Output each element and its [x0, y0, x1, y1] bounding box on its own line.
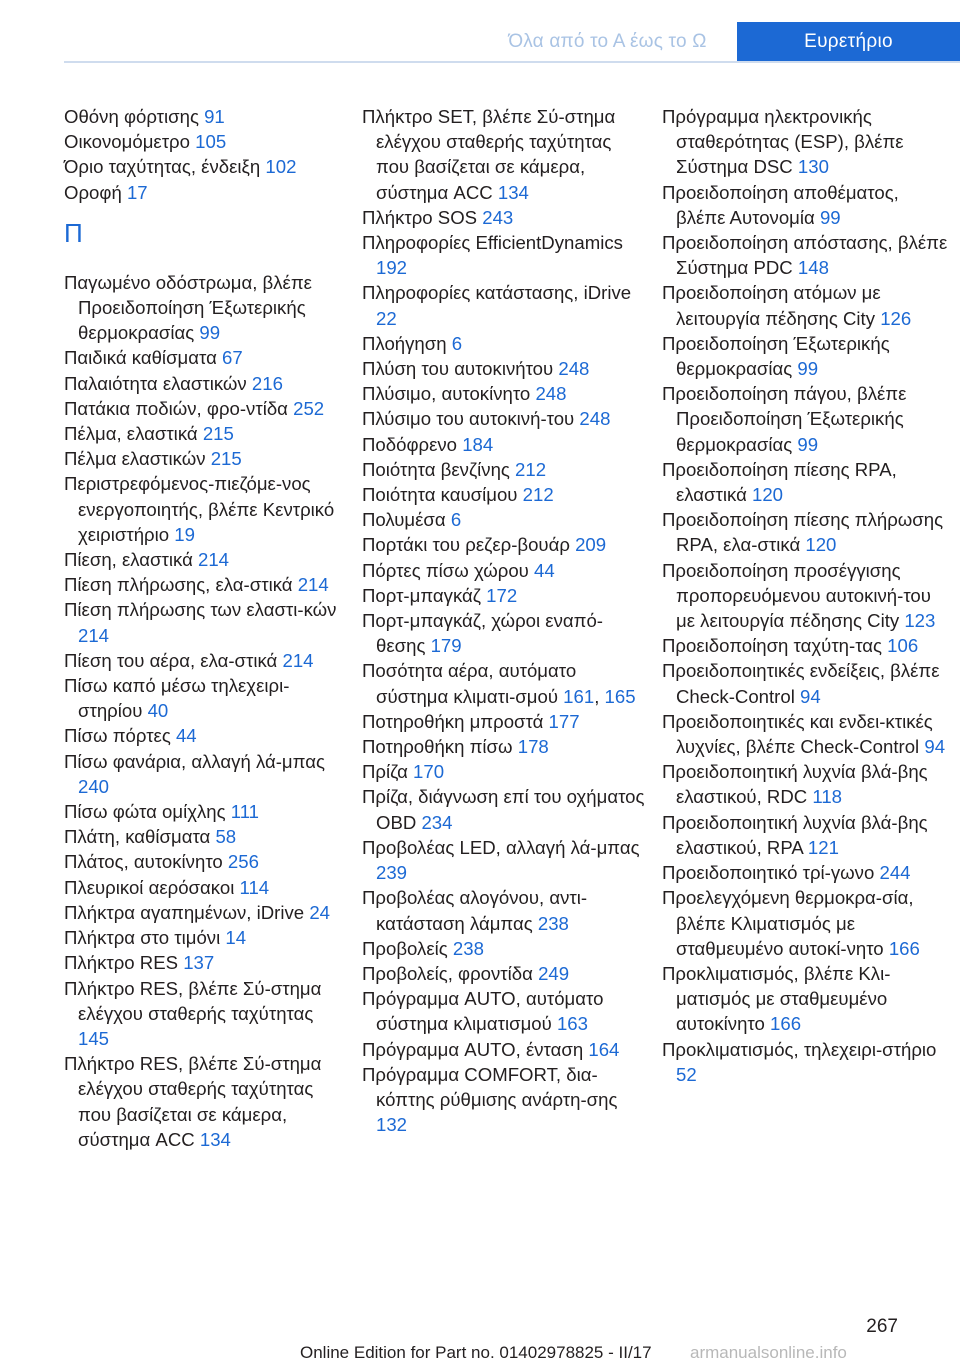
index-entry	[362, 381, 646, 406]
index-entry-text: Προβολέας LED, αλλαγή λά-μπας	[362, 836, 640, 858]
index-entry	[64, 597, 346, 647]
index-entry-text: Πίσω πόρτες	[64, 725, 171, 747]
page-link[interactable]: 94	[800, 685, 821, 707]
index-columns	[0, 104, 960, 1284]
page-link[interactable]: 14	[225, 927, 247, 949]
index-entry	[662, 885, 952, 961]
page-link[interactable]: 22	[376, 307, 397, 329]
index-entry	[362, 734, 646, 759]
page-link[interactable]: 238	[452, 937, 484, 959]
index-entry-text: Προειδοποίηση πίεσης πλήρωσης RPA, ελα-στικά	[662, 509, 944, 556]
index-entry-text: Πρόγραμμα ηλεκτρονικής σταθερότητας (ESP), βλέπε Σύστημα DSC	[662, 106, 904, 178]
section-header-bar	[0, 22, 960, 61]
index-entry-text: Προειδοποίηση ταχύτη-τας	[662, 635, 882, 657]
index-entry	[362, 1037, 646, 1062]
index-entry	[64, 925, 346, 950]
index-entry-text: Πλήκτρα αγαπημένων, iDrive	[64, 901, 305, 923]
page-link[interactable]: 105	[195, 131, 227, 153]
page-link[interactable]: 165	[604, 685, 636, 707]
index-entry	[662, 381, 952, 457]
index-entry-text: Παλαιότητα ελαστικών	[64, 372, 247, 394]
page-link[interactable]: 58	[215, 826, 237, 848]
index-entry-text: Προειδοποίηση αποθέματος, βλέπε Αυτονομία	[662, 181, 899, 228]
index-entry	[362, 406, 646, 431]
page-link[interactable]: 161	[563, 685, 595, 707]
header-rule	[64, 61, 960, 63]
page-link[interactable]: 19	[174, 523, 195, 545]
page-link[interactable]: 24	[309, 901, 330, 923]
page-link[interactable]: 243	[482, 206, 514, 228]
section-tab-a-to-z[interactable]: Όλα από το Α έως το Ω	[508, 30, 707, 52]
page-link[interactable]: 67	[222, 347, 243, 369]
page-link[interactable]: 130	[797, 156, 829, 178]
index-entry	[362, 280, 646, 330]
index-entry-text: Προειδοποίηση πάγου, βλέπε Προειδοποίηση Έξωτερικής θερμοκρασίας	[662, 383, 907, 455]
index-entry-text: Προειδοποιητική λυχνία βλά-βης ελαστικού, RPA	[662, 811, 928, 858]
page-link[interactable]: 212	[522, 484, 554, 506]
index-entry	[662, 457, 952, 507]
index-entry	[362, 331, 646, 356]
page-link[interactable]: 102	[265, 156, 297, 178]
index-entry-text: Πίσω φώτα ομίχλης	[64, 801, 226, 823]
index-entry-text: Προελεγχόμενη θερμοκρα-σία, βλέπε Κλιματισμός με σταθμευμένο αυτοκί-νητο	[662, 887, 914, 959]
page-number: 267	[866, 1316, 898, 1337]
index-entry-text: Πορτάκι του ρεζερ-βουάρ	[362, 534, 570, 556]
index-entry	[662, 558, 952, 634]
index-entry	[64, 799, 346, 824]
index-entry-text: Πλύσιμο, αυτοκίνητο	[362, 383, 531, 405]
index-entry-text: Προειδοποιητικό τρί-γωνο	[662, 862, 875, 884]
index-entry-text: Προβολείς	[362, 937, 448, 959]
index-entry	[64, 270, 346, 346]
index-entry: Ποσότητα αέρα, αυτόματο σύστημα κλιματι-σμού 161, 165	[362, 660, 636, 707]
page-link[interactable]: 192	[376, 257, 408, 279]
index-entry	[362, 885, 646, 935]
index-entry	[64, 673, 346, 723]
page-link[interactable]: 44	[175, 725, 197, 747]
page-link[interactable]: 99	[199, 322, 221, 344]
index-entry-text: Πλευρικοί αερόσακοι	[64, 876, 235, 898]
index-entry-text: Ποιότητα βενζίνης	[362, 458, 510, 480]
index-entry	[662, 104, 952, 180]
page-link[interactable]: 178	[517, 736, 549, 758]
index-entry-text: Προειδοποιητικές και ενδει-κτικές λυχνίες, βλέπε Check-Control	[662, 710, 933, 758]
index-entry-text: Πλοήγηση	[362, 332, 447, 354]
index-entry-text: Πέλμα ελαστικών	[64, 448, 206, 470]
index-entry-text: Πλύση του αυτοκινήτου	[362, 358, 554, 380]
page-link[interactable]: 134	[199, 1128, 231, 1150]
page-link[interactable]: 111	[230, 801, 260, 823]
page-link[interactable]: 106	[887, 635, 919, 657]
page-link[interactable]: 99	[819, 206, 841, 228]
index-entry	[362, 961, 646, 986]
index-entry-text: Πίεση πλήρωσης, ελα-στικά	[64, 574, 293, 596]
index-entry	[662, 860, 952, 885]
index-entry	[64, 371, 346, 396]
index-entry	[662, 709, 952, 759]
page-link[interactable]: 99	[797, 433, 819, 455]
index-entry	[64, 396, 346, 421]
page-link[interactable]: 99	[797, 358, 819, 380]
index-entry-text: Όριο ταχύτητας, ένδειξη	[64, 156, 261, 178]
index-entry-text: Πλήκτρο SET, βλέπε Σύ-στημα ελέγχου σταθερής ταχύτητας που βασίζεται σε κάμερα, σύστημα ACC	[362, 106, 616, 203]
index-column-1	[64, 104, 346, 1152]
page-link[interactable]: 215	[210, 448, 242, 470]
index-entry-text: Προβολείς, φροντίδα	[362, 962, 533, 984]
index-entry-text: Προειδοποίηση ατόμων με λειτουργία πέδησης City	[662, 282, 881, 329]
index-entry-text: Οθόνη φόρτισης	[64, 106, 199, 127]
index-entry	[662, 759, 952, 809]
index-entry-text: Πλήκτρο SOS	[362, 206, 478, 228]
page-link[interactable]: 248	[579, 408, 611, 430]
index-entry	[362, 608, 646, 658]
index-entry-text: Πλήκτρο RES	[64, 952, 179, 974]
index-entry	[64, 648, 346, 673]
index-entry	[362, 457, 646, 482]
index-entry-text: Πρίζα, διάγνωση επί του οχήματος OBD	[362, 786, 645, 833]
index-entry-text: Προκλιματισμός, τηλεχειρι-στήριο	[662, 1038, 937, 1060]
index-entry-text: Πορτ-μπαγκάζ, χώροι εναπό-θεσης	[362, 610, 603, 657]
index-entry	[64, 900, 346, 925]
index-entry	[64, 572, 346, 597]
index-entry-text: Πλάτος, αυτοκίνητο	[64, 851, 223, 873]
index-entry	[64, 824, 346, 849]
page-link[interactable]: 94	[924, 736, 946, 758]
page-link[interactable]: 184	[462, 433, 494, 455]
page-link[interactable]: 132	[376, 1114, 408, 1136]
index-entry-text: Οροφή	[64, 181, 122, 203]
index-entry-text: Πρόγραμμα COMFORT, δια-κόπτης ρύθμισης ανάρτη-σης	[362, 1063, 618, 1110]
page-link[interactable]: 148	[797, 257, 829, 279]
index-entry	[362, 356, 646, 381]
page-link[interactable]: 120	[752, 484, 784, 506]
index-entry-text: Ποδόφρενο	[362, 433, 458, 455]
index-entry	[362, 558, 646, 583]
index-entry-text: Προειδοποιητική λυχνία βλά-βης ελαστικού, RDC	[662, 761, 928, 808]
index-entry-text: Πολυμέσα	[362, 509, 446, 531]
index-entry-text: Πλήκτρο RES, βλέπε Σύ-στημα ελέγχου σταθερής ταχύτητας	[64, 977, 322, 1024]
index-entry	[64, 875, 346, 900]
page-link[interactable]: 256	[227, 851, 259, 873]
index-entry	[362, 432, 646, 457]
page-link[interactable]: 121	[807, 836, 839, 858]
index-entry-text: Ποιότητα καυσίμου	[362, 484, 518, 506]
index-entry	[64, 421, 346, 446]
page-link[interactable]: 216	[251, 372, 283, 394]
index-entry-text: Προβολέας αλογόνου, αντι-κατάσταση λάμπας	[362, 887, 588, 934]
index-entry	[362, 759, 646, 784]
index-entry-text: Πληροφορίες κατάστασης, iDrive	[362, 282, 632, 304]
index-entry-text: Πατάκια ποδιών, φρο-ντίδα	[64, 397, 288, 419]
index-entry	[362, 583, 646, 608]
page-link[interactable]: 209	[575, 534, 607, 556]
index-entry	[662, 961, 952, 1037]
page-link[interactable]: 118	[812, 786, 843, 808]
page-link[interactable]: 234	[421, 811, 453, 833]
page-link[interactable]: 172	[486, 584, 518, 606]
page-link[interactable]: 239	[376, 862, 408, 884]
index-entry-text: Πίεση του αέρα, ελα-στικά	[64, 649, 278, 671]
page-link[interactable]: 179	[430, 635, 462, 657]
index-entry-text: Πλύσιμο του αυτοκινή-του	[362, 408, 575, 430]
index-entry-text: Προκλιματισμός, βλέπε Κλι-ματισμός με σταθμευμένο αυτοκίνητο	[662, 962, 891, 1035]
index-entry-text: Προειδοποίηση Έξωτερικής θερμοκρασίας	[662, 332, 890, 380]
page-link[interactable]: 52	[676, 1063, 697, 1085]
index-entry	[662, 507, 952, 557]
page-link[interactable]: 164	[588, 1038, 620, 1060]
index-entry-text: Πορτ-μπαγκάζ	[362, 584, 481, 606]
index-entry-text: Οικονομόμετρο	[64, 131, 190, 153]
index-entry-text: Ποτηροθήκη πίσω	[362, 736, 513, 758]
page-link[interactable]: 123	[904, 610, 936, 632]
page-link[interactable]: 212	[515, 458, 547, 480]
index-entry-text: Πρίζα	[362, 761, 408, 783]
index-entry-text: Πλήκτρα στο τιμόνι	[64, 927, 221, 949]
index-entry	[662, 633, 952, 658]
index-entry	[64, 950, 346, 975]
index-entry	[64, 129, 346, 154]
page-link[interactable]: 114	[239, 876, 270, 898]
index-entry	[362, 482, 646, 507]
index-entry	[64, 471, 346, 547]
page-link[interactable]: 40	[147, 700, 169, 722]
index-entry	[362, 1062, 646, 1138]
page-link[interactable]: 214	[297, 574, 329, 596]
index-entry-text: Πλήκτρο RES, βλέπε Σύ-στημα ελέγχου σταθερής ταχύτητας που βασίζεται σε κάμερα, σύστημα ACC	[64, 1053, 322, 1150]
index-entry	[362, 532, 646, 557]
index-entry	[64, 547, 346, 572]
page-link[interactable]: 214	[78, 624, 110, 646]
index-entry-text: Προειδοποιητικές ενδείξεις, βλέπε Check-Control	[662, 660, 940, 707]
index-entry	[64, 1051, 346, 1152]
index-entry	[662, 180, 952, 230]
index-entry-text: Πίεση πλήρωσης των ελαστι-κών	[64, 599, 337, 621]
page-link[interactable]: 166	[770, 1013, 802, 1035]
index-entry-text: Πόρτες πίσω χώρου	[362, 559, 529, 581]
index-entry	[64, 723, 346, 748]
page-link[interactable]: 91	[204, 106, 225, 127]
page-footer	[0, 1343, 960, 1362]
index-entry	[662, 1037, 952, 1087]
page-link[interactable]: 214	[282, 649, 314, 671]
index-entry	[362, 986, 646, 1036]
index-entry-text: Ποσότητα αέρα, αυτόματο σύστημα κλιματι-σμού	[362, 660, 577, 707]
page-link[interactable]: 215	[202, 423, 234, 445]
index-entry-text: Πρόγραμμα AUTO, ένταση	[362, 1038, 584, 1060]
page-link[interactable]: 134	[497, 181, 529, 203]
page-link[interactable]: 240	[78, 775, 110, 797]
page-link[interactable]: 252	[293, 397, 325, 419]
index-column-2	[362, 104, 646, 1137]
page-link[interactable]: 248	[558, 358, 590, 380]
page-link[interactable]: 177	[548, 710, 580, 732]
index-entry	[64, 180, 346, 205]
page-link[interactable]: 170	[413, 761, 445, 783]
page-link[interactable]: 238	[537, 912, 569, 934]
index-entry	[362, 205, 646, 230]
index-entry	[362, 230, 646, 280]
watermark-text: armanualsonline.info	[690, 1343, 847, 1362]
index-entry-text: Παιδικά καθίσματα	[64, 347, 217, 369]
index-entry	[64, 345, 346, 370]
page-link[interactable]: 249	[538, 962, 570, 984]
page-link[interactable]: 120	[805, 534, 837, 556]
index-entry-text: Πρόγραμμα AUTO, αυτόματο σύστημα κλιματισμού	[362, 988, 604, 1035]
index-entry	[662, 810, 952, 860]
index-entry	[64, 849, 346, 874]
page-link[interactable]: 44	[534, 559, 555, 581]
edition-text: Online Edition for Part no. 01402978825 - II/17	[300, 1343, 652, 1362]
index-entry	[64, 104, 346, 129]
index-entry-text: Περιστρεφόμενος-πιεζόμε-νος ενεργοποιητής, βλέπε Κεντρικό χειριστήριο	[64, 473, 335, 545]
index-entry	[662, 658, 952, 708]
index-entry-text: Πέλμα, ελαστικά	[64, 423, 198, 445]
index-entry	[64, 976, 346, 1052]
page-link[interactable]: 244	[879, 862, 911, 884]
index-letter-heading: Π	[64, 217, 83, 248]
index-entry	[64, 154, 346, 179]
page-link[interactable]: 17	[126, 181, 148, 203]
index-entry-text: Πλάτη, καθίσματα	[64, 826, 211, 848]
index-entry-text: Πίσω φανάρια, αλλαγή λά-μπας	[64, 750, 325, 772]
index-entry-text: Πίσω καπό μέσω τηλεχειρι-στηρίου	[64, 675, 290, 722]
page-link[interactable]: 145	[78, 1027, 110, 1049]
section-tab-index[interactable]: Ευρετήριο	[737, 22, 960, 61]
index-entry	[362, 709, 646, 734]
page-link[interactable]: 163	[556, 1013, 588, 1035]
page-link[interactable]: 6	[450, 509, 462, 531]
index-entry-text: Παγωμένο οδόστρωμα, βλέπε Προειδοποίηση Έξωτερικής θερμοκρασίας	[64, 271, 312, 344]
index-entry-text: Πίεση, ελαστικά	[64, 549, 193, 571]
page-link[interactable]: 126	[880, 307, 912, 329]
index-entry	[64, 446, 346, 471]
index-entry	[362, 936, 646, 961]
index-entry-text: Προειδοποίηση προσέγγισης προπορευόμενου αυτοκινή-του με λειτουργία πέδησης City	[662, 559, 931, 632]
index-entry	[662, 280, 952, 330]
index-entry-text: Προειδοποίηση πίεσης RPA, ελαστικά	[662, 458, 897, 506]
index-entry	[362, 784, 646, 834]
index-entry	[362, 104, 646, 205]
index-entry-text: Προειδοποίηση απόστασης, βλέπε Σύστημα PDC	[662, 232, 948, 279]
index-entry	[662, 331, 952, 381]
page-link[interactable]: 6	[451, 332, 463, 354]
index-entry	[662, 230, 952, 280]
index-column-3	[662, 104, 952, 1087]
index-entry-text: Ποτηροθήκη μπροστά	[362, 710, 544, 732]
index-entry	[64, 749, 346, 799]
index-entry-text: Πληροφορίες EfficientDynamics	[362, 232, 623, 254]
page-link[interactable]: 137	[183, 952, 215, 974]
page-link[interactable]: 166	[888, 937, 920, 959]
page-link[interactable]: 214	[198, 549, 230, 571]
index-entry	[362, 507, 646, 532]
index-entry	[362, 835, 646, 885]
page-link[interactable]: 248	[535, 383, 567, 405]
